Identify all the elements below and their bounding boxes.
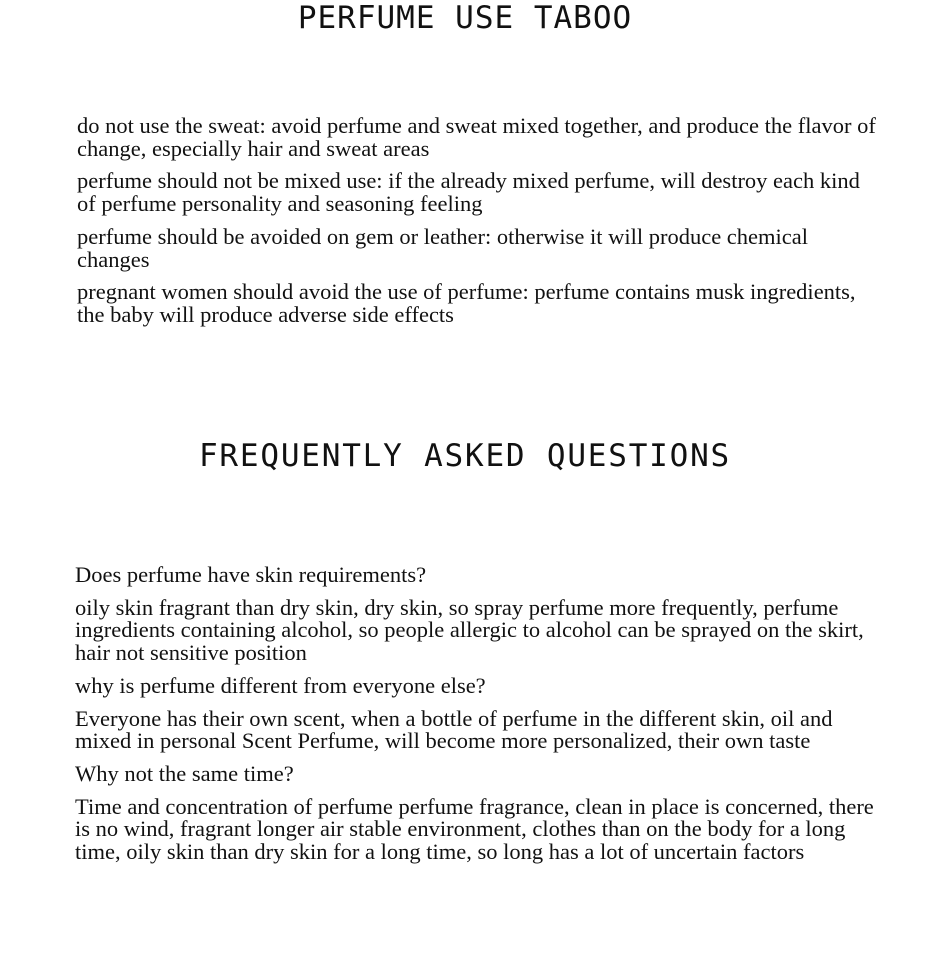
- taboo-item-gem-leather: perfume should be avoided on gem or leather: otherwise it will produce chemical changes: [77, 223, 809, 272]
- taboo-item-pregnancy: pregnant women should avoid the use of perfume: perfume contains musk ingredients, the baby will produce adverse side effects: [77, 279, 856, 327]
- faq-question-time: Why not the same time?: [75, 760, 294, 786]
- faq-list: [75, 564, 875, 874]
- faq-question-skin: Does perfume have skin requirements?: [75, 562, 427, 587]
- taboo-item-mixing: perfume should not be mixed use: if the already mixed perfume, will destroy each kind of perfume personality and seasoning feeling: [77, 168, 860, 217]
- faq-answer-time: Time and concentration of perfume perfume fragrance, clean in place is concerned, there is no wind, fragrant longer air stable environment, clothes than on the body for a long time, oily skin than dry skin for a long time, so long has a lot of uncertain factors: [75, 793, 874, 865]
- taboo-heading: PERFUME USE TABOO: [297, 0, 633, 36]
- faq-heading: FREQUENTLY ASKED QUESTIONS: [198, 438, 732, 474]
- faq-answer-skin: oily skin fragrant than dry skin, dry skin, so spray perfume more frequently, perfume ingredients containing alcohol, so people allergic to alcohol can be sprayed on the skirt, hair not sensitive position: [75, 594, 864, 666]
- faq-answer-different: Everyone has their own scent, when a bottle of perfume in the different skin, oil and mixed in personal Scent Perfume, will become more personalized, their own taste: [75, 705, 833, 754]
- taboo-item-sweat: do not use the sweat: avoid perfume and sweat mixed together, and produce the flavor of change, especially hair and sweat areas: [77, 113, 876, 161]
- faq-question-different: why is perfume different from everyone else?: [75, 672, 486, 698]
- taboo-list: [77, 115, 877, 337]
